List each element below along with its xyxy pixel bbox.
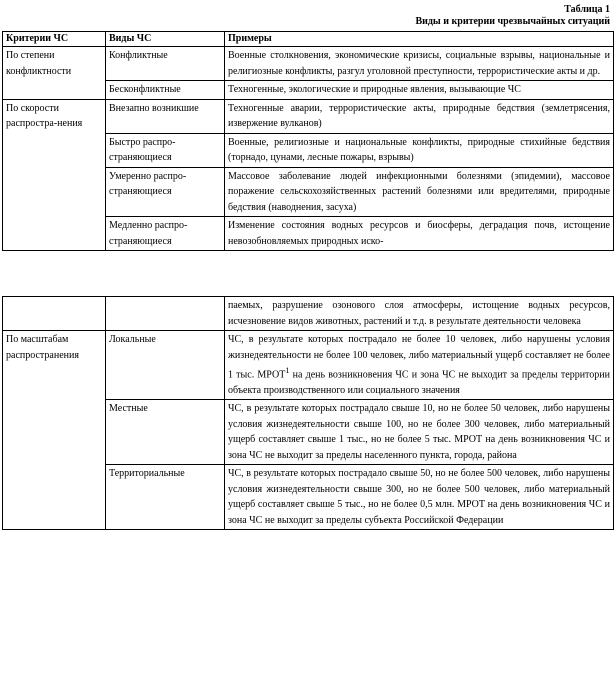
kind-cell: Умеренно распро-страняющиеся	[106, 167, 225, 217]
kind-cell: Бесконфликтные	[106, 81, 225, 100]
table-row	[3, 297, 614, 331]
example-cell: ЧС, в результате которых пострадало свыше 50, но не более 500 человек, либо нарушены условия жизнедеятельности свыше 300, но не более 500 человек, либо материальный ущерб составляет свыше 5 тыс., но не более 0,5 млн. МРОТ на день возникновения ЧС и зона ЧС не выходит за пределы субъекта Российской Федерации	[225, 465, 614, 530]
table-title: Виды и критерии чрезвычайных ситуаций	[415, 16, 610, 27]
example-cell: Техногенные аварии, террористические акты, природные бедствия (землетрясения, извержение вулканов)	[225, 99, 614, 133]
example-cell: ЧС, в результате которых пострадало свыше 10, но не более 50 человек, либо нарушены условия жизнедеятельности свыше 100, но не более 300 человек, либо материальный ущерб составляет свыше 1 тыс., но не более 5 тыс. МРОТ на день возникновения ЧС и зона ЧС не выходит за пределы населенного пункта, города, района	[225, 400, 614, 465]
kind-cell: Внезапно возникшие	[106, 99, 225, 133]
footnote-mark: 1	[285, 366, 290, 375]
table-header-row	[3, 32, 614, 47]
kind-cell: Медленно распро-страняющиеся	[106, 217, 225, 251]
kind-cell: Местные	[106, 400, 225, 465]
example-cell: паемых, разрушение озонового слоя атмосферы, истощение водных ресурсов, исчезновение видов животных, растений и т.д. в результате деятельности человека	[225, 297, 614, 331]
criterion-cell: По масштабам распространения	[3, 331, 106, 530]
example-cell: Военные, религиозные и национальные конфликты, природные стихийные бедствия (торнадо, цунами, лесные пожары, взрывы)	[225, 133, 614, 167]
example-text: ЧС, в результате которых пострадало не более 10 человек, либо нарушены условия жизнедеятельности не более 100 человек, либо материальный ущерб составляет не более 1 тыс. МРОТ	[228, 334, 610, 381]
criterion-cell: По скорости распростра-нения	[3, 99, 106, 251]
header-types: Виды ЧС	[106, 32, 225, 47]
table-number: Таблица 1	[564, 4, 610, 15]
table-row	[3, 331, 614, 400]
example-cell: Массовое заболевание людей инфекционными болезнями (эпидемии), массовое поражение сельскохозяйственных растений болезнями или вредителями, природные бедствия (наводнения, засуха)	[225, 167, 614, 217]
kind-cell: Территориальные	[106, 465, 225, 530]
empty-cell	[3, 297, 106, 331]
emergency-types-table	[2, 31, 614, 251]
kind-cell: Быстро распро-страняющиеся	[106, 133, 225, 167]
header-criteria: Критерии ЧС	[3, 32, 106, 47]
table-row	[3, 47, 614, 81]
example-cell: Изменение состояния водных ресурсов и биосферы, деградация почв, истощение невозобновляемых природных иско-	[225, 217, 614, 251]
example-cell	[225, 331, 614, 400]
example-cell: Военные столкновения, экономические кризисы, социальные взрывы, национальные и религиозные конфликты, разгул уголовной преступности, террористические акты и др.	[225, 47, 614, 81]
header-examples: Примеры	[225, 32, 614, 47]
emergency-types-table-continued	[2, 296, 614, 530]
empty-cell	[106, 297, 225, 331]
table-row	[3, 99, 614, 133]
example-text: на день возникновения ЧС и зона ЧС не выходит за пределы территории объекта производственного или социального значения	[228, 369, 610, 396]
kind-cell: Локальные	[106, 331, 225, 400]
criterion-cell: По степени конфликтности	[3, 47, 106, 100]
example-cell: Техногенные, экологические и природные явления, вызывающие ЧС	[225, 81, 614, 100]
kind-cell: Конфликтные	[106, 47, 225, 81]
